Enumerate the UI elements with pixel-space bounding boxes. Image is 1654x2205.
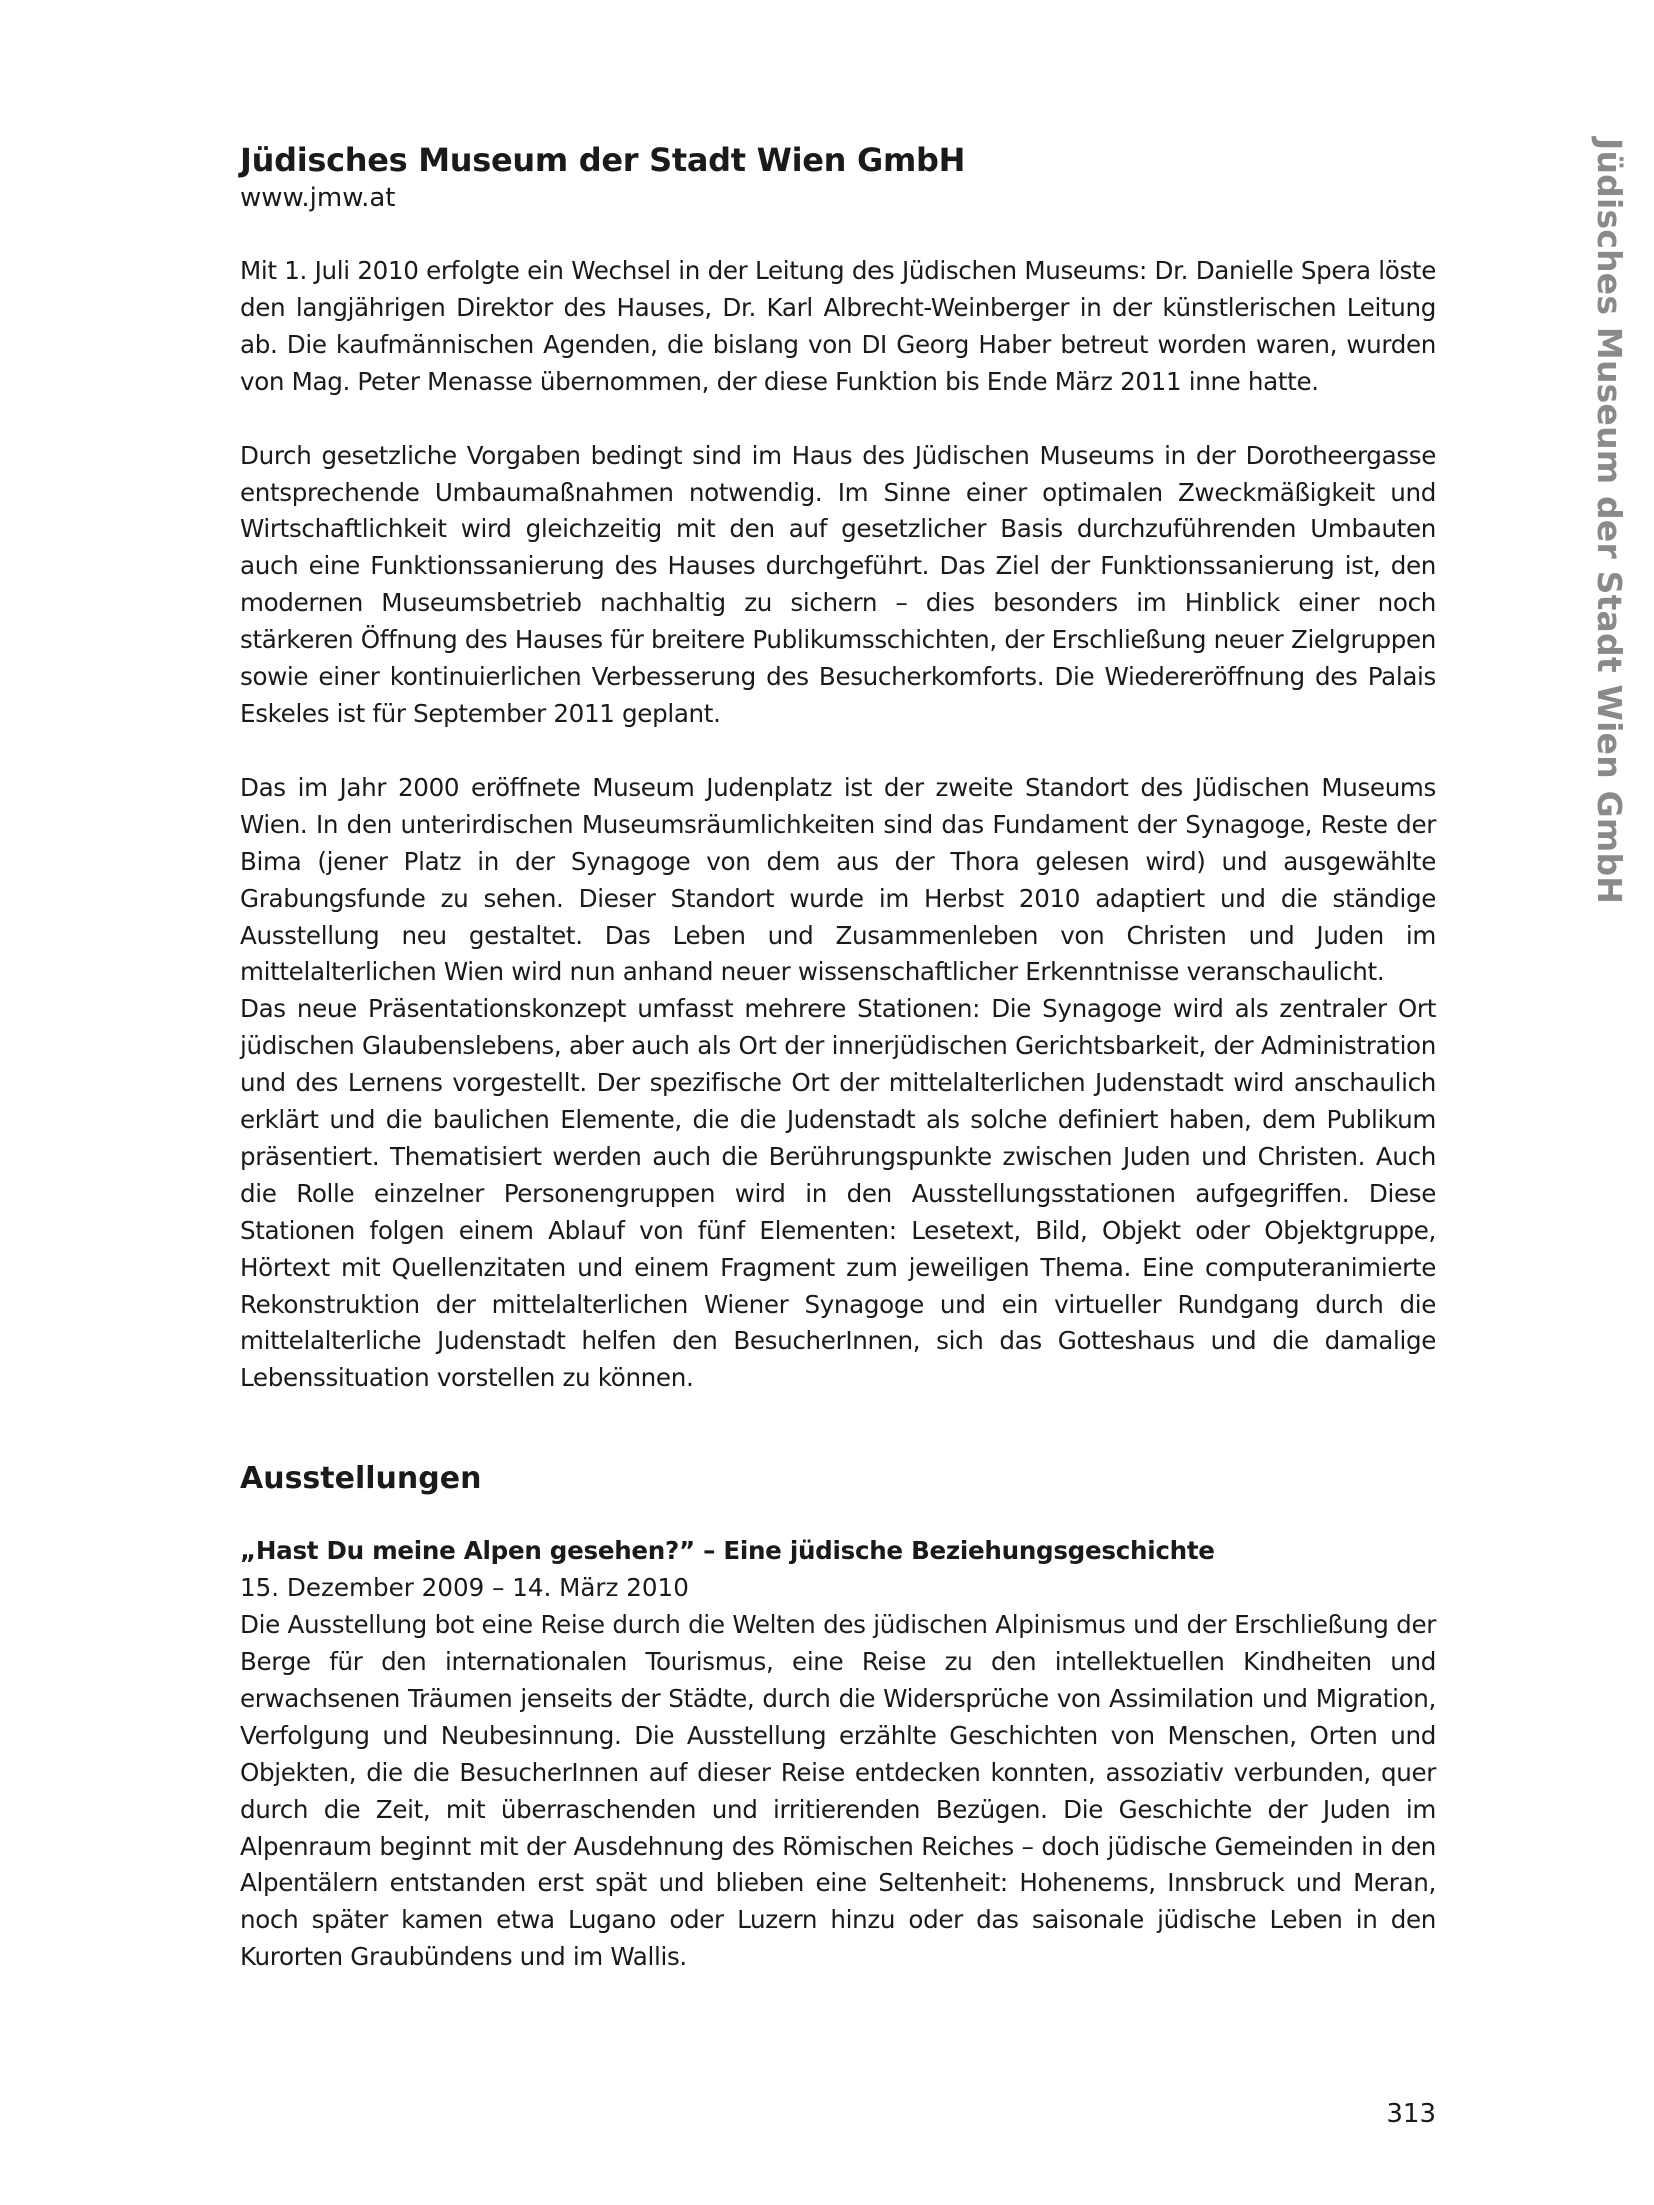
main-content xyxy=(240,140,1436,1976)
exhibition-dates: 15. Dezember 2009 – 14. März 2010 xyxy=(240,1573,689,1603)
organization-title: Jüdisches Museum der Stadt Wien GmbH xyxy=(240,141,966,179)
paragraph-renovation: Durch gesetzliche Vorgaben bedingt sind im Haus des Jüdischen Museums in der Dorotheergasse entsprechende Umbaumaßnahmen notwendig. Im Sinne einer optimalen Zweckmäßigkeit und Wirtschaftlichkeit wird gleichzeitig mit den auf gesetzlicher Basis durchzuführenden Umbauten auch eine Funktionssanierung des Hauses durchgeführt. Das Ziel der Funktionssanierung ist, den modernen Museumsbetrieb nachhaltig zu sichern – dies besonders im Hinblick einer noch stärkeren Öffnung des Hauses für breitere Publikumsschichten, der Erschließung neuer Zielgruppen sowie einer kontinuierlichen Verbesserung des Besucherkomforts. Die Wiedereröffnung des Palais Eskeles ist für September 2011 geplant. xyxy=(240,440,1436,728)
running-side-title: Jüdisches Museum der Stadt Wien GmbH xyxy=(1590,138,1629,905)
exhibition-title: „Hast Du meine Alpen gesehen?” – Eine jüdische Beziehungsgeschichte xyxy=(240,1536,1215,1566)
organization-url: www.jmw.at xyxy=(240,183,396,213)
paragraph-judenplatz: Das im Jahr 2000 eröffnete Museum Judenplatz ist der zweite Standort des Jüdischen Museums Wien. In den unterirdischen Museumsräumlichkeiten sind das Fundament der Synagoge, Reste der Bima (jener Platz in der Synagoge von dem aus der Thora gelesen wird) und ausgewählte Grabungsfunde zu sehen. Dieser Standort wurde im Herbst 2010 adaptiert und die ständige Ausstellung neu gestaltet. Das Leben und Zusammenleben von Christen und Juden im mittelalterlichen Wien wird nun anhand neuer wissenschaftlicher Erkenntnisse veranschaulicht. xyxy=(240,772,1436,987)
exhibition-description: Die Ausstellung bot eine Reise durch die Welten des jüdischen Alpinismus und der Erschließung der Berge für den internationalen Tourismus, eine Reise zu den intellektuellen Kindheiten und erwachsenen Träumen jenseits der Städte, durch die Widersprüche von Assimilation und Migration, Verfolgung und Neubesinnung. Die Ausstellung erzählte Geschichten von Menschen, Orten und Objekten, die die BesucherInnen auf dieser Reise entdecken konnten, assoziativ verbunden, quer durch die Zeit, mit überraschenden und irritierenden Bezügen. Die Geschichte der Juden im Alpenraum beginnt mit der Ausdehnung des Römischen Reiches – doch jüdische Gemeinden in den Alpentälern entstanden erst spät und blieben eine Seltenheit: Hohenems, Innsbruck und Meran, noch später kamen etwa Lugano oder Luzern hinzu oder das saisonale jüdische Leben in den Kurorten Graubündens und im Wallis. xyxy=(240,1610,1436,1972)
paragraph-gap xyxy=(240,733,1436,770)
paragraph-presentation-concept: Das neue Präsentationskonzept umfasst mehrere Stationen: Die Synagoge wird als zentraler Ort jüdischen Glaubenslebens, aber auch als Ort der innerjüdischen Gerichtsbarkeit, der Administration und des Lernens vorgestellt. Der spezifische Ort der mittelalterlichen Judenstadt wird anschaulich erklärt und die baulichen Elemente, die die Judenstadt als solche definiert haben, dem Publikum präsentiert. Thematisiert werden auch die Berührungspunkte zwischen Juden und Christen. Auch die Rolle einzelner Personengruppen wird in den Ausstellungsstationen aufgegriffen. Diese Stationen folgen einem Ablauf von fünf Elementen: Lesetext, Bild, Objekt oder Objektgruppe, Hörtext mit Quellenzitaten und einem Fragment zum jeweiligen Thema. Eine computeranimierte Rekonstruktion der mittelalterlichen Wiener Synagoge und ein virtueller Rundgang durch die mittelalterliche Judenstadt helfen den BesucherInnen, sich das Gotteshaus und die damalige Lebenssituation vorstellen zu können. xyxy=(240,994,1436,1393)
paragraph-leadership-change: Mit 1. Juli 2010 erfolgte ein Wechsel in der Leitung des Jüdischen Museums: Dr. Danielle Spera löste den langjährigen Direktor des Hauses, Dr. Karl Albrecht-Weinberger in der künstlerischen Leitung ab. Die kaufmännischen Agenden, die bislang von DI Georg Haber betreut worden waren, wurden von Mag. Peter Menasse übernommen, der diese Funktion bis Ende März 2011 inne hatte. xyxy=(240,256,1436,396)
page-number: 313 xyxy=(1386,2099,1436,2129)
section-heading-exhibitions: Ausstellungen xyxy=(240,1461,482,1497)
paragraph-gap xyxy=(240,401,1436,438)
